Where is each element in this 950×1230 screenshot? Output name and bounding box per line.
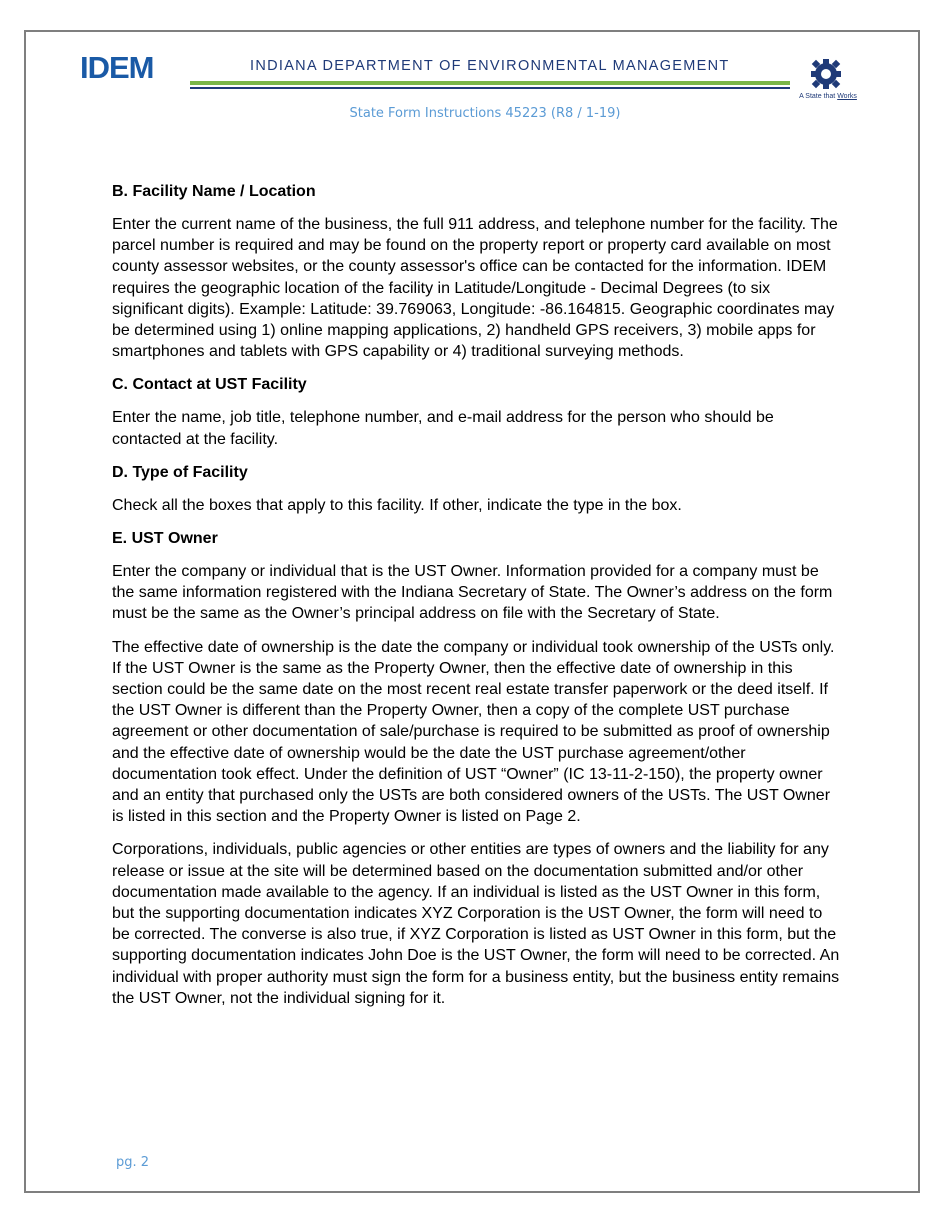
section-heading: E. UST Owner [112, 530, 218, 548]
idem-logo: IDEM [80, 50, 154, 85]
agency-name: INDIANA DEPARTMENT OF ENVIRONMENTAL MANAGEMENT [250, 58, 730, 74]
form-id: State Form Instructions 45223 (R8 / 1-19) [349, 106, 621, 121]
section-paragraph: Corporations, individuals, public agencies or other entities are types of owners and the liability for any release or issue at the site will be determined based on the documentation submitted and/or other documentation made available to the agency. If an individual is listed as the UST Owner in this form, but the supporting documentation indicates XYZ Corporation is the UST Owner, the form will need to be corrected. The converse is also true, if XYZ Corporation is listed as UST Owner in this form, but the supporting documentation indicates John Doe is the UST Owner, the form will need to be corrected. An individual with proper authority must sign the form for a business entity, but the business entity remains the UST Owner, not the individual signing for it. [112, 841, 840, 1007]
section-paragraph: Enter the name, job title, telephone number, and e-mail address for the person who should be contacted at the facility. [112, 409, 774, 448]
section-paragraph: Check all the boxes that apply to this facility. If other, indicate the type in the box. [112, 496, 682, 514]
section-paragraph: The effective date of ownership is the date the company or individual took ownership of the USTs only. If the UST Owner is the same as the Property Owner, then the effective date of ownership in this section could be the same date on the most recent real estate transfer paperwork or the deed itself. If the UST Owner is different than the Property Owner, then a copy of the complete UST purchase agreement or other documentation of sale/purchase is required to be submitted as proof of ownership and the effective date of ownership would be the date the UST purchase agreement/other documentation took effect. Under the definition of UST “Owner” (IC 13-11-2-150), the property owner and an entity that purchased only the USTs are both considered owners of the USTs. The UST Owner is listed in this section and the Property Owner is listed on Page 2. [112, 638, 835, 826]
header-rule-green [190, 81, 790, 85]
page-number: pg. 2 [116, 1155, 150, 1170]
section-ust-owner [112, 528, 840, 1009]
instructions-body [112, 181, 840, 1021]
section-heading: C. Contact at UST Facility [112, 376, 307, 394]
section-heading: B. Facility Name / Location [112, 183, 316, 200]
header-rule-blue [190, 87, 790, 89]
section-paragraph: Enter the current name of the business, the full 911 address, and telephone number for the facility. The parcel number is required and may be found on the property report or property card available on most county assessor websites, or the county assessor's office can be contacted for the information. IDEM requires the geographic location of the facility in Latitude/Longitude - Decimal Degrees (to six significant digits). Example: Latitude: 39.769063, Longitude: -86.164815. Geographic coordinates may be determined using 1) online mapping applications, 2) handheld GPS receivers, 3) mobile apps for smartphones and tablets with GPS capability or 4) traditional surveying methods. [112, 216, 838, 361]
tagline: A State that Works [799, 93, 857, 100]
section-paragraph: Enter the company or individual that is the UST Owner. Information provided for a company must be the same information registered with the Indiana Secretary of State. The Owner’s address on the form must be the same as the Owner’s principal address on file with the Secretary of State. [112, 563, 833, 623]
state-seal-icon [806, 56, 846, 92]
section-heading: D. Type of Facility [112, 463, 248, 481]
section-facility-type [112, 462, 840, 516]
section-contact [112, 374, 840, 449]
section-facility-location [112, 181, 840, 362]
